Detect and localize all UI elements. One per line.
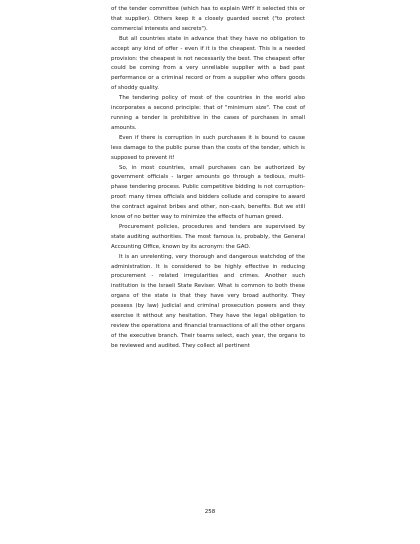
page-number: 258 — [204, 509, 216, 515]
paragraph-1: of the tender committee (which has to explain WHY it selected this or that supplier). Others keep it a closely guarded secret ("to protect commercial interests and secrets"). — [111, 6, 305, 32]
paragraph-5: So, in most countries, small purchases can be authorized by government officials - larger amounts go through a tedious, multi-phase tendering process. Public competitive bidding is not corruption-proof: many times officials and bidders collude and conspire to award the contract against bribes and other, non-cash, benefits. But we still know of no better way to minimize the effects of human greed. — [111, 164, 305, 221]
paragraph-6: Procurement policies, procedures and tenders are supervised by state auditing authorities. The most famous is, probably, the General Accounting Office, known by its acronym: the GAO. — [111, 223, 305, 250]
paragraph-3: The tendering policy of most of the countries in the world also incorporates a second principle: that of "minimum size". The cost of running a tender is prohibitive in the cases of purchases in small amounts. — [111, 95, 305, 131]
paragraph-7: It is an unrelenting, very thorough and dangerous watchdog of the administration. It is considered to be highly effective in reducing procurement - related irregularities and crimes. Another such institution is the Israeli State Reviser. What is common to both these organs of the state is that they have very broad authority. They possess (by law) judicial and criminal prosecution powers and they exercise it without any hesitation. They have the legal obligation to review the operations and financial transactions of all the other organs of the executive branch. Their teams select, each year, the organs to be reviewed and audited. They collect all pertinent — [111, 253, 305, 349]
paragraph-4: Even if there is corruption in such purchases it is bound to cause less damage to the public purse than the costs of the tender, which is supposed to prevent it! — [111, 134, 305, 161]
body-text — [111, 5, 305, 352]
paragraph-2: But all countries state in advance that they have no obligation to accept any kind of offer - even if it is the cheapest. This is a needed provision: the cheapest is not necessarily the best. The cheapest offer could be coming from a very unreliable supplier with a bad past performance or a criminal record or from a supplier who offers goods of shoddy quality. — [111, 35, 305, 92]
